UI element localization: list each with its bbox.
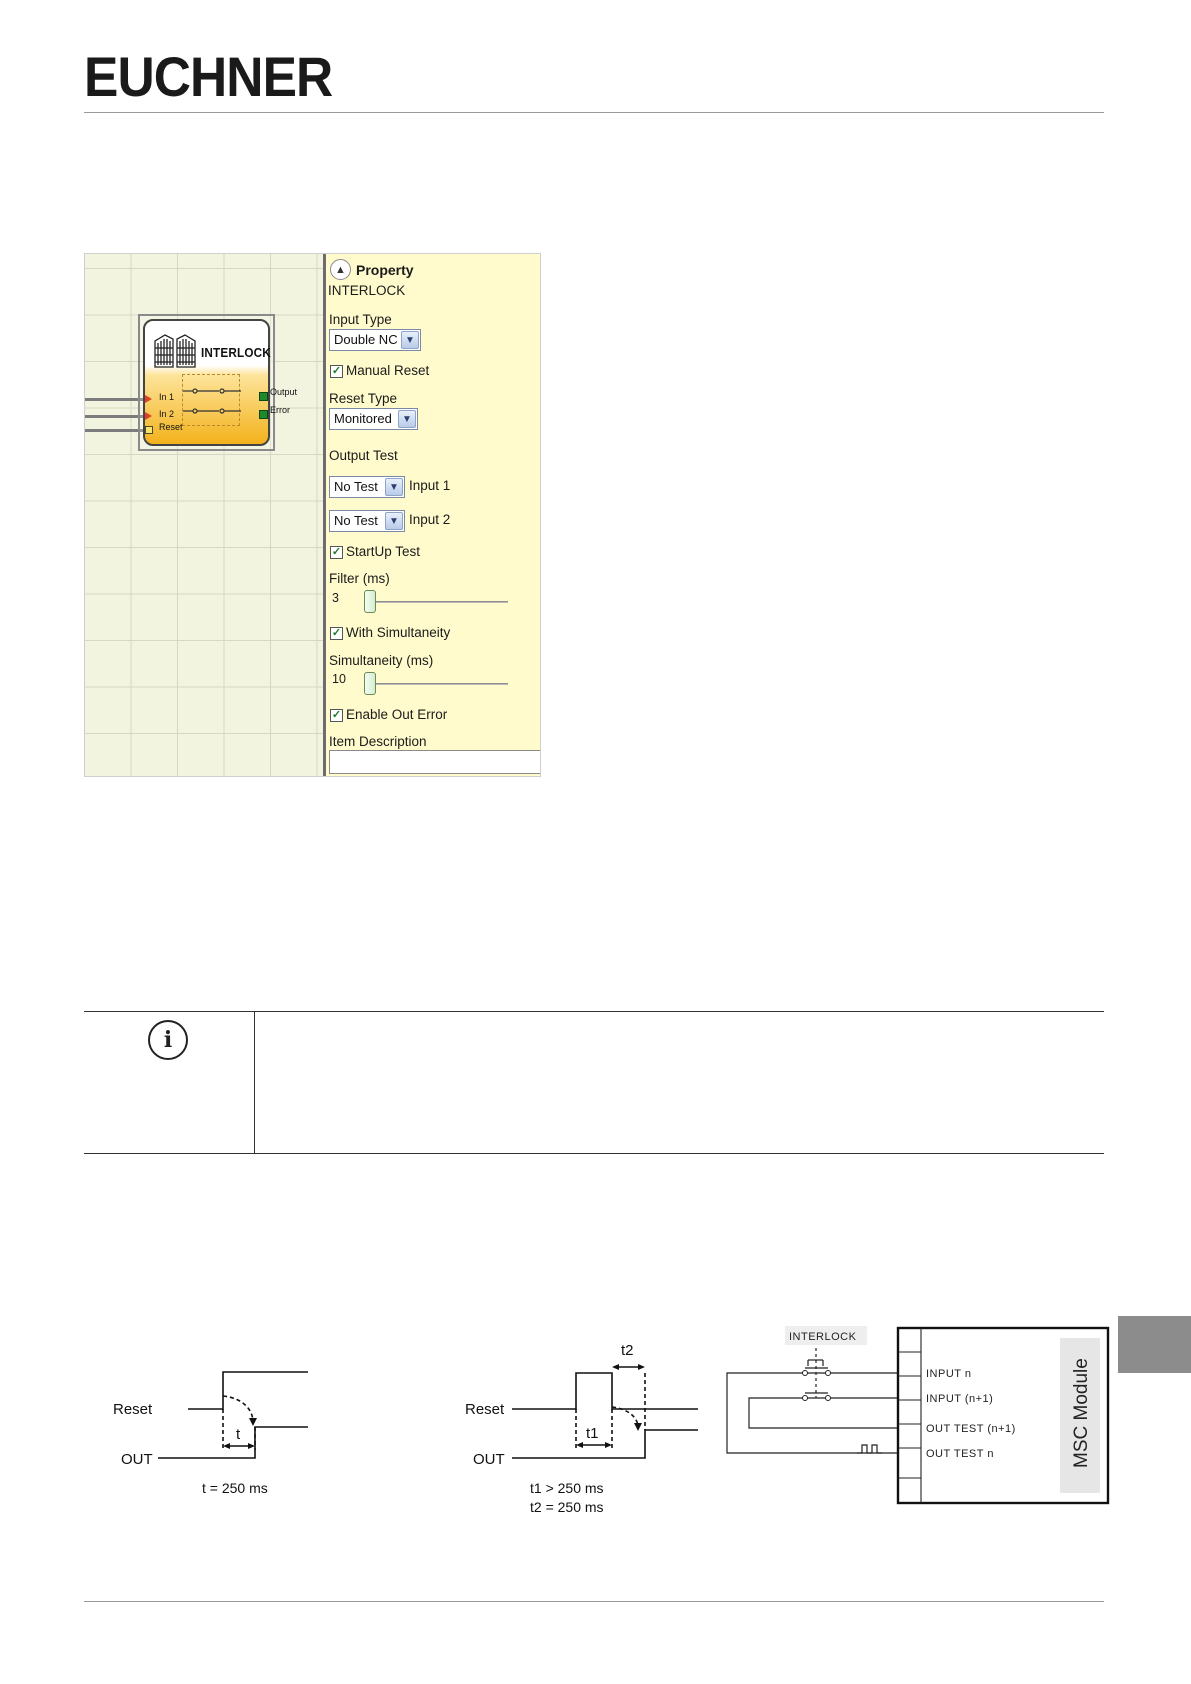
input-type-value: Double NC <box>334 332 398 347</box>
property-heading: Property <box>356 262 414 278</box>
gate-icon <box>153 331 199 369</box>
chapter-tab <box>1118 1316 1191 1373</box>
info-note-box <box>84 1011 1104 1154</box>
output-test-label: Output Test <box>329 448 398 463</box>
diagram1-out-label: OUT <box>121 1451 153 1468</box>
chevron-down-icon: ▼ <box>385 478 403 496</box>
output-test-2-dropdown[interactable] <box>329 510 405 532</box>
reset-timing-diagram-2 <box>460 1335 710 1525</box>
diagram2-out-label: OUT <box>473 1451 505 1468</box>
terminal-input-n1: INPUT (n+1) <box>926 1393 994 1405</box>
info-separator <box>254 1012 255 1153</box>
manual-reset-label: Manual Reset <box>346 363 430 378</box>
error-pin[interactable] <box>259 410 268 419</box>
msc-module-label: MSC Module <box>1071 1358 1092 1468</box>
interlock-screenshot <box>84 253 541 777</box>
diagram2-caption-1: t1 > 250 ms <box>530 1480 604 1496</box>
startup-test-checkbox[interactable]: ✓ <box>331 546 342 558</box>
terminal-out-test-n1: OUT TEST (n+1) <box>926 1423 1016 1435</box>
block-output-label: Output <box>270 387 298 397</box>
item-description-input[interactable] <box>329 750 541 774</box>
diagram2-caption-2: t2 = 250 ms <box>530 1499 604 1515</box>
output-test-2-value: No Test <box>334 513 378 528</box>
simultaneity-label: Simultaneity (ms) <box>329 653 434 668</box>
chevron-down-icon: ▼ <box>401 331 419 349</box>
footer-rule <box>84 1601 1104 1602</box>
diagram2-t2-label: t2 <box>621 1342 634 1359</box>
output-test-1-input-label: Input 1 <box>409 478 451 493</box>
manual-reset-checkbox[interactable]: ✓ <box>331 365 342 377</box>
filter-slider-thumb[interactable] <box>364 590 376 613</box>
reset-type-dropdown[interactable] <box>329 408 418 430</box>
chevron-down-icon: ▼ <box>398 410 416 428</box>
interlock-block[interactable] <box>143 319 270 446</box>
with-simultaneity-checkbox[interactable]: ✓ <box>331 627 342 639</box>
with-simultaneity-label: With Simultaneity <box>346 625 451 640</box>
input-wire-2 <box>85 415 145 418</box>
input-1-pin[interactable] <box>145 395 152 403</box>
collapse-chevron-up-icon[interactable]: ▲ <box>330 259 351 280</box>
startup-test-label: StartUp Test <box>346 544 421 559</box>
info-icon: i <box>148 1020 188 1060</box>
block-reset-label: Reset <box>159 422 183 432</box>
diagram1-caption: t = 250 ms <box>202 1480 268 1496</box>
input-wire-1 <box>85 398 145 401</box>
element-name: INTERLOCK <box>328 283 406 298</box>
reset-timing-diagram-1 <box>108 1362 318 1512</box>
reset-type-label: Reset Type <box>329 391 398 406</box>
header-rule <box>84 112 1104 113</box>
contacts-symbol <box>183 375 241 427</box>
simultaneity-slider-track[interactable] <box>368 683 508 685</box>
enable-out-error-checkbox[interactable]: ✓ <box>331 709 342 721</box>
filter-value: 3 <box>332 591 339 605</box>
item-description-label: Item Description <box>329 734 427 749</box>
filter-slider-track[interactable] <box>368 601 508 603</box>
property-panel <box>326 254 541 777</box>
diagram2-reset-label: Reset <box>465 1401 505 1418</box>
design-canvas[interactable] <box>85 254 325 777</box>
enable-out-error-label: Enable Out Error <box>346 707 448 722</box>
interlock-wiring-diagram <box>725 1318 1110 1508</box>
output-test-1-value: No Test <box>334 479 378 494</box>
diagram1-reset-label: Reset <box>113 1401 153 1418</box>
block-error-label: Error <box>270 405 290 415</box>
simultaneity-value: 10 <box>332 672 346 686</box>
block-contacts-frame <box>182 374 240 426</box>
output-pin[interactable] <box>259 392 268 401</box>
input-type-dropdown[interactable] <box>329 329 421 351</box>
input-type-label: Input Type <box>329 312 392 327</box>
simultaneity-slider-thumb[interactable] <box>364 672 376 695</box>
reset-type-value: Monitored <box>334 411 392 426</box>
chevron-down-icon: ▼ <box>385 512 403 530</box>
diagram1-t-label: t <box>236 1426 241 1443</box>
filter-label: Filter (ms) <box>329 571 390 586</box>
input-2-pin[interactable] <box>145 412 152 420</box>
terminal-input-n: INPUT n <box>926 1368 972 1380</box>
euchner-logo: EUCHNER <box>84 45 333 108</box>
reset-pin[interactable] <box>145 426 153 434</box>
block-title: INTERLOCK <box>201 345 271 360</box>
block-input-2-label: In 2 <box>159 409 175 419</box>
switch-label: INTERLOCK <box>789 1331 857 1343</box>
diagram2-t1-label: t1 <box>586 1425 599 1442</box>
block-input-1-label: In 1 <box>159 392 175 402</box>
output-test-2-input-label: Input 2 <box>409 512 451 527</box>
reset-wire <box>85 429 145 432</box>
terminal-out-test-n: OUT TEST n <box>926 1448 994 1460</box>
output-test-1-dropdown[interactable] <box>329 476 405 498</box>
